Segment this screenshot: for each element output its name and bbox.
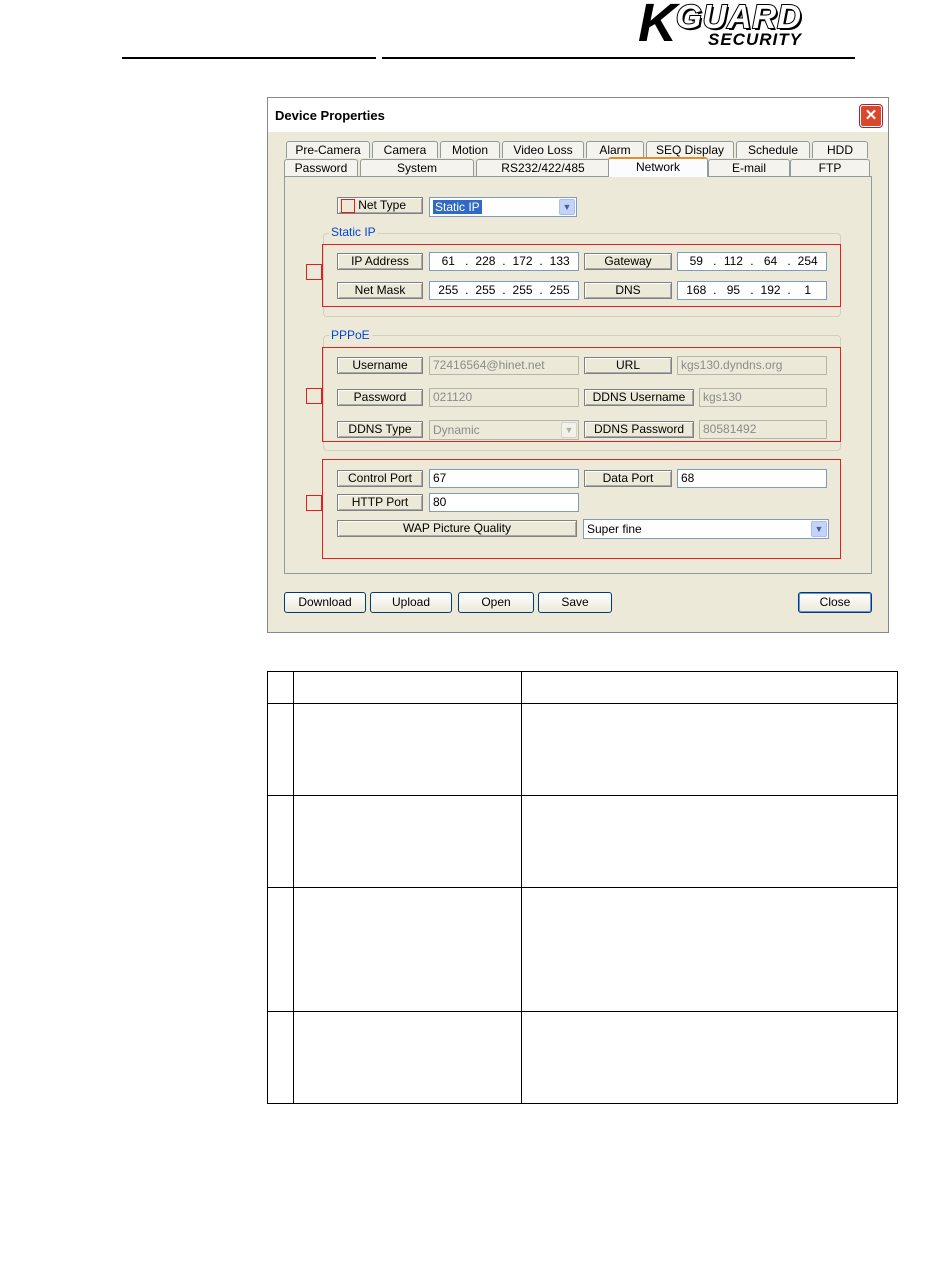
dns-octet: 1 [804,283,811,297]
net-type-select[interactable] [429,197,577,217]
wap-quality-select[interactable] [583,519,829,539]
tab-video-loss[interactable]: Video Loss [502,141,584,158]
marker-box-1-overlay [341,199,355,213]
dns-label: DNS [584,282,672,299]
url-label: URL [584,357,672,374]
table-cell [294,796,522,888]
control-port-input[interactable]: 67 [429,469,579,488]
logo-k: K [638,0,675,53]
ddns-type-label: DDNS Type [337,421,423,438]
gateway-octet: 112 [723,254,743,268]
description-table [267,671,898,1104]
tab-alarm[interactable]: Alarm [586,141,644,158]
marker-box-2 [306,264,322,280]
ip-octet: 172 [512,254,533,268]
header-rule-right [382,57,855,59]
marker-box-4 [306,495,322,511]
table-row [268,1012,898,1104]
ddns-username-label: DDNS Username [584,389,694,406]
tab-motion[interactable]: Motion [440,141,500,158]
dialog-body [270,132,886,630]
pppoe-title: PPPoE [331,328,370,342]
dns-octet: 192 [760,283,781,297]
dns-octet: 95 [726,283,741,297]
table-row [268,888,898,1012]
static-ip-title: Static IP [331,225,376,239]
ddns-password-input[interactable]: 80581492 [699,420,827,439]
table-cell [268,704,294,796]
ddns-password-label: DDNS Password [584,421,694,438]
gateway-input[interactable]: 59 . 112 . 64 . 254 [677,252,827,271]
table-cell [522,796,898,888]
gateway-label: Gateway [584,253,672,270]
close-button[interactable]: Close [798,592,872,613]
gateway-octet: 59 [689,254,703,268]
table-cell [522,1012,898,1104]
mask-octet: 255 [438,283,459,297]
tab-rs232[interactable]: RS232/422/485 [476,159,610,176]
gateway-octet: 64 [763,254,778,268]
gateway-octet: 254 [797,254,818,268]
tab-pre-camera[interactable]: Pre-Camera [286,141,370,158]
ip-address-input[interactable]: 61 . 228 . 172 . 133 [429,252,579,271]
tab-seq-display[interactable]: SEQ Display [646,141,734,158]
username-input[interactable]: 72416564@hinet.net [429,356,579,375]
password-input[interactable]: 021120 [429,388,579,407]
http-port-input[interactable]: 80 [429,493,579,512]
table-cell [522,672,898,704]
password-label: Password [337,389,423,406]
header-rule-left [122,57,376,59]
username-label: Username [337,357,423,374]
table-cell [268,672,294,704]
net-type-value: Static IP [435,200,480,214]
download-button[interactable]: Download [284,592,366,613]
ddns-username-input[interactable]: kgs130 [699,388,827,407]
chevron-down-icon[interactable]: ▼ [561,422,577,438]
kguard-logo [636,0,836,52]
wap-quality-label: WAP Picture Quality [337,520,577,537]
mask-octet: 255 [512,283,533,297]
ip-address-label: IP Address [337,253,423,270]
upload-button[interactable]: Upload [370,592,452,613]
tab-schedule[interactable]: Schedule [736,141,810,158]
net-type-label: Net Type [337,197,423,214]
net-mask-input[interactable]: 255 . 255 . 255 . 255 [429,281,579,300]
table-row [268,796,898,888]
table-cell [294,1012,522,1104]
chevron-down-icon[interactable]: ▼ [811,521,827,537]
chevron-down-icon[interactable]: ▼ [559,199,575,215]
table-cell [294,888,522,1012]
tab-network[interactable]: Network [608,157,708,177]
dialog-titlebar [268,98,888,132]
dns-octet: 168 [686,283,707,297]
tab-camera[interactable]: Camera [372,141,438,158]
ip-octet: 133 [549,254,570,268]
data-port-input[interactable]: 68 [677,469,827,488]
control-port-label: Control Port [337,470,423,487]
dns-input[interactable]: 168 . 95 . 192 . 1 [677,281,827,300]
wap-quality-value: Super fine [587,522,642,536]
logo-security: SECURITY [708,30,802,49]
table-cell [268,888,294,1012]
network-tab-panel [284,176,872,574]
net-mask-label: Net Mask [337,282,423,299]
table-cell [522,888,898,1012]
tab-password[interactable]: Password [284,159,358,176]
close-icon[interactable]: ✕ [860,105,882,127]
table-cell [294,672,522,704]
dialog-title: Device Properties [275,108,385,123]
ddns-type-select[interactable] [429,420,579,440]
save-button[interactable]: Save [538,592,612,613]
table-cell [268,1012,294,1104]
ip-octet: 61 [441,254,455,268]
mask-octet: 255 [475,283,496,297]
data-port-label: Data Port [584,470,672,487]
ddns-type-value: Dynamic [433,423,480,437]
mask-octet: 255 [549,283,570,297]
table-header-row [268,672,898,704]
tab-ftp[interactable]: FTP [790,159,870,176]
marker-box-3 [306,388,322,404]
ip-octet: 228 [475,254,496,268]
table-row [268,704,898,796]
table-cell [294,704,522,796]
device-properties-dialog [267,97,889,633]
http-port-label: HTTP Port [337,494,423,511]
tab-system[interactable]: System [360,159,474,176]
table-cell [522,704,898,796]
table-cell [268,796,294,888]
logo-guard: GUARD [676,0,802,35]
open-button[interactable]: Open [458,592,534,613]
url-input[interactable]: kgs130.dyndns.org [677,356,827,375]
tab-email[interactable]: E-mail [708,159,790,176]
tab-hdd[interactable]: HDD [812,141,868,158]
